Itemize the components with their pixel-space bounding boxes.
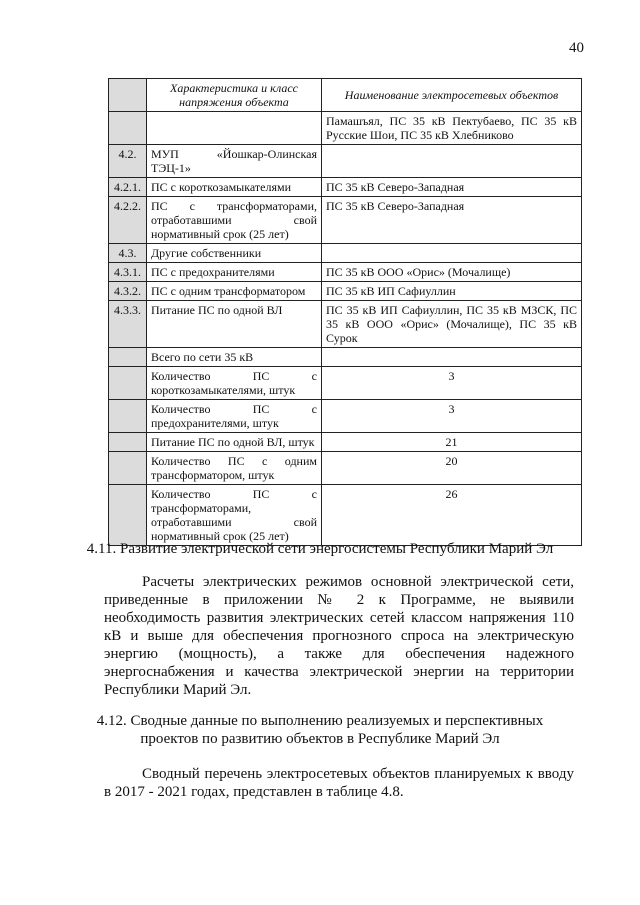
table-row [109, 400, 582, 433]
row-count-value: 3 [322, 367, 582, 400]
row-number: 4.2.1. [109, 178, 147, 197]
table-row [109, 485, 582, 546]
table-row [109, 367, 582, 400]
row-objects: ПС 35 кВ ИП Сафиуллин [322, 282, 582, 301]
page-number: 40 [569, 40, 584, 56]
table-header-row [109, 79, 582, 112]
row-number [109, 367, 147, 400]
row-number [109, 400, 147, 433]
row-characteristic: Другие собственники [147, 244, 322, 263]
row-characteristic: ПС с предохранителями [147, 263, 322, 282]
table-row [109, 263, 582, 282]
section-4-11-text: Расчеты электрических режимов основной электрической сети, приведенные в приложении № 2 к Программе, не выявили необходимость развития электрических сетей классом напряжения 110 кВ и выше для обеспечения прогнозного спроса на электрическую энергию (мощность), а также для обеспечения надежного энергоснабжения и качества электрической энергии на территории Республики Марий Эл. [104, 574, 574, 698]
row-characteristic: Всего по сети 35 кВ [147, 348, 322, 367]
row-number: 4.3.3. [109, 301, 147, 348]
row-number: 4.3.2. [109, 282, 147, 301]
row-number [109, 452, 147, 485]
table-row [109, 282, 582, 301]
row-number: 4.3. [109, 244, 147, 263]
row-characteristic: Количество ПС с одним трансформатором, штук [147, 452, 322, 485]
row-characteristic: Количество ПС с короткозамыкателями, штук [147, 367, 322, 400]
row-objects [322, 145, 582, 178]
row-number: 4.2. [109, 145, 147, 178]
section-4-11-heading: 4.11. Развитие электрической сети энергосистемы Республики Марий Эл [86, 541, 554, 557]
table-row [109, 244, 582, 263]
row-characteristic: Питание ПС по одной ВЛ [147, 301, 322, 348]
row-count-value: 26 [322, 485, 582, 546]
table-body [109, 112, 582, 546]
row-characteristic [147, 112, 322, 145]
table-row [109, 452, 582, 485]
header-objects: Наименование электросетевых объектов [322, 79, 582, 112]
table-row [109, 197, 582, 244]
table-row [109, 178, 582, 197]
table-row [109, 433, 582, 452]
header-num-cell [109, 79, 147, 112]
row-characteristic: Питание ПС по одной ВЛ, штук [147, 433, 322, 452]
row-objects [322, 348, 582, 367]
row-characteristic: Количество ПС с трансформаторами, отработавшими свой нормативный срок (25 лет) [147, 485, 322, 546]
row-objects: ПС 35 кВ ООО «Орис» (Мочалище) [322, 263, 582, 282]
row-objects: ПС 35 кВ Северо-Западная [322, 178, 582, 197]
row-characteristic: ПС с трансформаторами, отработавшими свой нормативный срок (25 лет) [147, 197, 322, 244]
table-row [109, 348, 582, 367]
row-objects: Памашъял, ПС 35 кВ Пектубаево, ПС 35 кВ Русские Шои, ПС 35 кВ Хлебниково [322, 112, 582, 145]
row-objects: ПС 35 кВ Северо-Западная [322, 197, 582, 244]
table-row [109, 145, 582, 178]
section-4-12-text: Сводный перечень электросетевых объектов планируемых к вводу в 2017 - 2021 годах, представлен в таблице 4.8. [104, 766, 574, 800]
row-characteristic: ПС с одним трансформатором [147, 282, 322, 301]
row-characteristic: МУП «Йошкар-Олинская ТЭЦ-1» [147, 145, 322, 178]
section-4-12-paragraph [104, 765, 574, 801]
table-row [109, 301, 582, 348]
row-number: 4.2.2. [109, 197, 147, 244]
section-4-11-paragraph [104, 573, 574, 699]
section-4-12-heading-line2: проектов по развитию объектов в Республике Марий Эл [140, 731, 500, 747]
row-number [109, 433, 147, 452]
row-count-value: 3 [322, 400, 582, 433]
row-objects: ПС 35 кВ ИП Сафиуллин, ПС 35 кВ МЗСК, ПС 35 кВ ООО «Орис» (Мочалище), ПС 35 кВ Сурок [322, 301, 582, 348]
row-number [109, 485, 147, 546]
row-number [109, 348, 147, 367]
table-row [109, 112, 582, 145]
row-number: 4.3.1. [109, 263, 147, 282]
section-4-12-heading-line1: 4.12. Сводные данные по выполнению реализуемых и перспективных [96, 713, 544, 729]
row-objects [322, 244, 582, 263]
row-number [109, 112, 147, 145]
row-characteristic: ПС с короткозамыкателями [147, 178, 322, 197]
substations-table [108, 78, 582, 546]
row-count-value: 21 [322, 433, 582, 452]
row-characteristic: Количество ПС с предохранителями, штук [147, 400, 322, 433]
row-count-value: 20 [322, 452, 582, 485]
header-characteristic: Характеристика и класс напряжения объекта [147, 79, 322, 112]
